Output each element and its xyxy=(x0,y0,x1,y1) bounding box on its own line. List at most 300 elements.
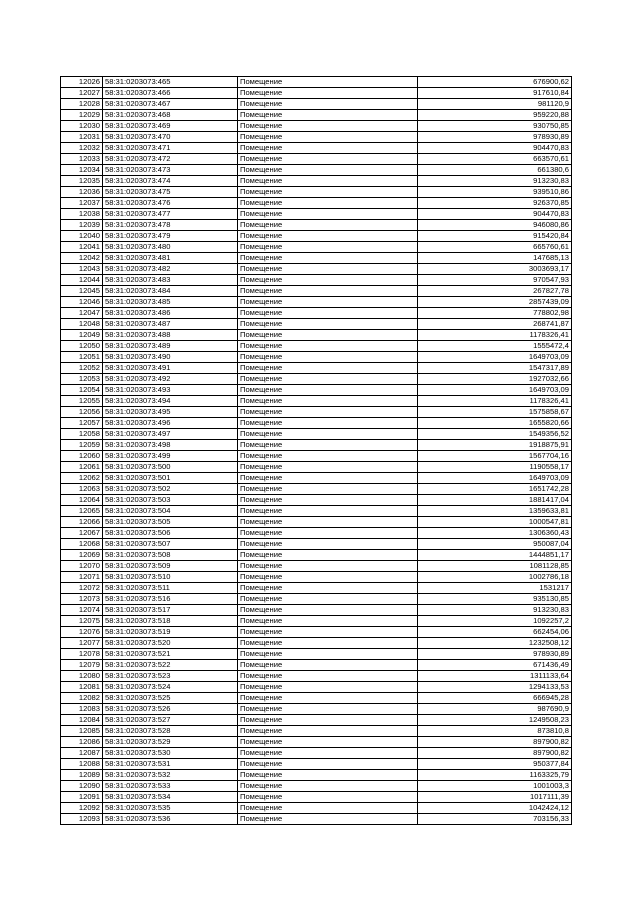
cadastral-number-cell: 58:31:0203073:486 xyxy=(103,308,238,319)
cadastral-value-table xyxy=(60,76,572,825)
object-type-cell: Помещение xyxy=(238,693,418,704)
cadastral-number-cell: 58:31:0203073:501 xyxy=(103,473,238,484)
cadastral-number-cell: 58:31:0203073:483 xyxy=(103,275,238,286)
object-type-cell: Помещение xyxy=(238,143,418,154)
cadastral-value-cell: 1655820,66 xyxy=(418,418,572,429)
table-row xyxy=(61,132,572,143)
object-type-cell: Помещение xyxy=(238,770,418,781)
cadastral-value-cell: 703156,33 xyxy=(418,814,572,825)
table-row xyxy=(61,374,572,385)
row-number-cell: 12091 xyxy=(61,792,103,803)
table-row xyxy=(61,297,572,308)
object-type-cell: Помещение xyxy=(238,814,418,825)
cadastral-value-cell: 1017111,39 xyxy=(418,792,572,803)
object-type-cell: Помещение xyxy=(238,198,418,209)
cadastral-number-cell: 58:31:0203073:487 xyxy=(103,319,238,330)
object-type-cell: Помещение xyxy=(238,583,418,594)
cadastral-number-cell: 58:31:0203073:492 xyxy=(103,374,238,385)
cadastral-number-cell: 58:31:0203073:529 xyxy=(103,737,238,748)
cadastral-value-cell: 1092257,2 xyxy=(418,616,572,627)
cadastral-number-cell: 58:31:0203073:465 xyxy=(103,77,238,88)
cadastral-number-cell: 58:31:0203073:519 xyxy=(103,627,238,638)
cadastral-number-cell: 58:31:0203073:474 xyxy=(103,176,238,187)
row-number-cell: 12046 xyxy=(61,297,103,308)
cadastral-number-cell: 58:31:0203073:520 xyxy=(103,638,238,649)
cadastral-value-cell: 913230,83 xyxy=(418,176,572,187)
object-type-cell: Помещение xyxy=(238,462,418,473)
table-row xyxy=(61,638,572,649)
object-type-cell: Помещение xyxy=(238,231,418,242)
table-row xyxy=(61,308,572,319)
row-number-cell: 12067 xyxy=(61,528,103,539)
cadastral-number-cell: 58:31:0203073:468 xyxy=(103,110,238,121)
table-row xyxy=(61,803,572,814)
table-row xyxy=(61,627,572,638)
table-row xyxy=(61,330,572,341)
table-row xyxy=(61,275,572,286)
table-row xyxy=(61,473,572,484)
cadastral-value-cell: 1190558,17 xyxy=(418,462,572,473)
object-type-cell: Помещение xyxy=(238,561,418,572)
row-number-cell: 12089 xyxy=(61,770,103,781)
cadastral-value-cell: 1232508,12 xyxy=(418,638,572,649)
object-type-cell: Помещение xyxy=(238,803,418,814)
row-number-cell: 12043 xyxy=(61,264,103,275)
cadastral-number-cell: 58:31:0203073:466 xyxy=(103,88,238,99)
row-number-cell: 12050 xyxy=(61,341,103,352)
cadastral-value-cell: 1163325,79 xyxy=(418,770,572,781)
object-type-cell: Помещение xyxy=(238,385,418,396)
row-number-cell: 12088 xyxy=(61,759,103,770)
cadastral-value-cell: 950087,04 xyxy=(418,539,572,550)
object-type-cell: Помещение xyxy=(238,286,418,297)
row-number-cell: 12048 xyxy=(61,319,103,330)
cadastral-value-cell: 1927032,66 xyxy=(418,374,572,385)
object-type-cell: Помещение xyxy=(238,418,418,429)
object-type-cell: Помещение xyxy=(238,88,418,99)
cadastral-number-cell: 58:31:0203073:494 xyxy=(103,396,238,407)
table-row xyxy=(61,594,572,605)
cadastral-number-cell: 58:31:0203073:522 xyxy=(103,660,238,671)
cadastral-value-cell: 1549356,52 xyxy=(418,429,572,440)
table-row xyxy=(61,561,572,572)
cadastral-number-cell: 58:31:0203073:531 xyxy=(103,759,238,770)
object-type-cell: Помещение xyxy=(238,660,418,671)
cadastral-value-cell: 897900,82 xyxy=(418,737,572,748)
table-row xyxy=(61,143,572,154)
cadastral-number-cell: 58:31:0203073:521 xyxy=(103,649,238,660)
cadastral-number-cell: 58:31:0203073:506 xyxy=(103,528,238,539)
table-row xyxy=(61,231,572,242)
cadastral-number-cell: 58:31:0203073:488 xyxy=(103,330,238,341)
object-type-cell: Помещение xyxy=(238,649,418,660)
row-number-cell: 12063 xyxy=(61,484,103,495)
row-number-cell: 12054 xyxy=(61,385,103,396)
cadastral-number-cell: 58:31:0203073:533 xyxy=(103,781,238,792)
cadastral-value-cell: 661380,6 xyxy=(418,165,572,176)
table-row xyxy=(61,605,572,616)
row-number-cell: 12051 xyxy=(61,352,103,363)
object-type-cell: Помещение xyxy=(238,121,418,132)
cadastral-number-cell: 58:31:0203073:480 xyxy=(103,242,238,253)
cadastral-value-cell: 1649703,09 xyxy=(418,385,572,396)
cadastral-value-cell: 3003693,17 xyxy=(418,264,572,275)
table-row xyxy=(61,264,572,275)
object-type-cell: Помещение xyxy=(238,253,418,264)
cadastral-number-cell: 58:31:0203073:473 xyxy=(103,165,238,176)
cadastral-number-cell: 58:31:0203073:526 xyxy=(103,704,238,715)
cadastral-value-cell: 981120,9 xyxy=(418,99,572,110)
cadastral-number-cell: 58:31:0203073:509 xyxy=(103,561,238,572)
row-number-cell: 12042 xyxy=(61,253,103,264)
cadastral-number-cell: 58:31:0203073:470 xyxy=(103,132,238,143)
cadastral-value-cell: 939510,86 xyxy=(418,187,572,198)
row-number-cell: 12041 xyxy=(61,242,103,253)
cadastral-number-cell: 58:31:0203073:527 xyxy=(103,715,238,726)
cadastral-value-cell: 926370,85 xyxy=(418,198,572,209)
row-number-cell: 12068 xyxy=(61,539,103,550)
table-row xyxy=(61,363,572,374)
table-row xyxy=(61,165,572,176)
cadastral-number-cell: 58:31:0203073:495 xyxy=(103,407,238,418)
object-type-cell: Помещение xyxy=(238,528,418,539)
cadastral-number-cell: 58:31:0203073:478 xyxy=(103,220,238,231)
table-row xyxy=(61,253,572,264)
cadastral-value-cell: 1001003,3 xyxy=(418,781,572,792)
cadastral-value-cell: 1555472,4 xyxy=(418,341,572,352)
cadastral-number-cell: 58:31:0203073:504 xyxy=(103,506,238,517)
row-number-cell: 12062 xyxy=(61,473,103,484)
row-number-cell: 12065 xyxy=(61,506,103,517)
object-type-cell: Помещение xyxy=(238,627,418,638)
cadastral-value-cell: 671436,49 xyxy=(418,660,572,671)
row-number-cell: 12038 xyxy=(61,209,103,220)
object-type-cell: Помещение xyxy=(238,594,418,605)
object-type-cell: Помещение xyxy=(238,363,418,374)
object-type-cell: Помещение xyxy=(238,451,418,462)
object-type-cell: Помещение xyxy=(238,616,418,627)
object-type-cell: Помещение xyxy=(238,715,418,726)
object-type-cell: Помещение xyxy=(238,319,418,330)
object-type-cell: Помещение xyxy=(238,264,418,275)
cadastral-value-cell: 1306360,43 xyxy=(418,528,572,539)
object-type-cell: Помещение xyxy=(238,704,418,715)
row-number-cell: 12040 xyxy=(61,231,103,242)
cadastral-value-cell: 950377,84 xyxy=(418,759,572,770)
row-number-cell: 12092 xyxy=(61,803,103,814)
cadastral-number-cell: 58:31:0203073:534 xyxy=(103,792,238,803)
table-row xyxy=(61,616,572,627)
table-row xyxy=(61,187,572,198)
cadastral-number-cell: 58:31:0203073:528 xyxy=(103,726,238,737)
object-type-cell: Помещение xyxy=(238,517,418,528)
cadastral-value-cell: 1567704,16 xyxy=(418,451,572,462)
object-type-cell: Помещение xyxy=(238,352,418,363)
cadastral-value-cell: 662454,06 xyxy=(418,627,572,638)
cadastral-value-cell: 1575858,67 xyxy=(418,407,572,418)
cadastral-value-cell: 904470,83 xyxy=(418,209,572,220)
object-type-cell: Помещение xyxy=(238,275,418,286)
cadastral-number-cell: 58:31:0203073:484 xyxy=(103,286,238,297)
cadastral-number-cell: 58:31:0203073:491 xyxy=(103,363,238,374)
row-number-cell: 12093 xyxy=(61,814,103,825)
cadastral-number-cell: 58:31:0203073:508 xyxy=(103,550,238,561)
row-number-cell: 12037 xyxy=(61,198,103,209)
object-type-cell: Помещение xyxy=(238,308,418,319)
row-number-cell: 12082 xyxy=(61,693,103,704)
cadastral-value-cell: 917610,84 xyxy=(418,88,572,99)
object-type-cell: Помещение xyxy=(238,132,418,143)
object-type-cell: Помещение xyxy=(238,539,418,550)
cadastral-number-cell: 58:31:0203073:517 xyxy=(103,605,238,616)
object-type-cell: Помещение xyxy=(238,374,418,385)
object-type-cell: Помещение xyxy=(238,572,418,583)
cadastral-value-cell: 666945,28 xyxy=(418,693,572,704)
object-type-cell: Помещение xyxy=(238,781,418,792)
table-row xyxy=(61,792,572,803)
object-type-cell: Помещение xyxy=(238,737,418,748)
table-row xyxy=(61,759,572,770)
row-number-cell: 12030 xyxy=(61,121,103,132)
row-number-cell: 12049 xyxy=(61,330,103,341)
object-type-cell: Помещение xyxy=(238,77,418,88)
cadastral-number-cell: 58:31:0203073:516 xyxy=(103,594,238,605)
row-number-cell: 12039 xyxy=(61,220,103,231)
cadastral-value-cell: 1002786,18 xyxy=(418,572,572,583)
cadastral-value-cell: 1081128,85 xyxy=(418,561,572,572)
cadastral-number-cell: 58:31:0203073:505 xyxy=(103,517,238,528)
cadastral-number-cell: 58:31:0203073:507 xyxy=(103,539,238,550)
cadastral-number-cell: 58:31:0203073:476 xyxy=(103,198,238,209)
cadastral-value-cell: 147685,13 xyxy=(418,253,572,264)
row-number-cell: 12033 xyxy=(61,154,103,165)
table-row xyxy=(61,429,572,440)
row-number-cell: 12087 xyxy=(61,748,103,759)
cadastral-value-cell: 267827,78 xyxy=(418,286,572,297)
table-row xyxy=(61,693,572,704)
cadastral-value-cell: 676900,62 xyxy=(418,77,572,88)
row-number-cell: 12075 xyxy=(61,616,103,627)
cadastral-number-cell: 58:31:0203073:503 xyxy=(103,495,238,506)
table-row xyxy=(61,748,572,759)
cadastral-number-cell: 58:31:0203073:469 xyxy=(103,121,238,132)
table-row xyxy=(61,814,572,825)
table-row xyxy=(61,528,572,539)
row-number-cell: 12031 xyxy=(61,132,103,143)
row-number-cell: 12052 xyxy=(61,363,103,374)
table-row xyxy=(61,319,572,330)
table-row xyxy=(61,154,572,165)
row-number-cell: 12035 xyxy=(61,176,103,187)
row-number-cell: 12028 xyxy=(61,99,103,110)
row-number-cell: 12055 xyxy=(61,396,103,407)
cadastral-value-cell: 1881417,04 xyxy=(418,495,572,506)
table-row xyxy=(61,352,572,363)
table-row xyxy=(61,649,572,660)
row-number-cell: 12058 xyxy=(61,429,103,440)
cadastral-value-cell: 1649703,09 xyxy=(418,352,572,363)
cadastral-number-cell: 58:31:0203073:511 xyxy=(103,583,238,594)
row-number-cell: 12071 xyxy=(61,572,103,583)
cadastral-number-cell: 58:31:0203073:518 xyxy=(103,616,238,627)
table-row xyxy=(61,737,572,748)
cadastral-value-cell: 946080,86 xyxy=(418,220,572,231)
object-type-cell: Помещение xyxy=(238,605,418,616)
row-number-cell: 12070 xyxy=(61,561,103,572)
object-type-cell: Помещение xyxy=(238,220,418,231)
table-row xyxy=(61,385,572,396)
row-number-cell: 12066 xyxy=(61,517,103,528)
object-type-cell: Помещение xyxy=(238,242,418,253)
cadastral-number-cell: 58:31:0203073:525 xyxy=(103,693,238,704)
table-row xyxy=(61,121,572,132)
object-type-cell: Помещение xyxy=(238,759,418,770)
cadastral-number-cell: 58:31:0203073:502 xyxy=(103,484,238,495)
row-number-cell: 12085 xyxy=(61,726,103,737)
object-type-cell: Помещение xyxy=(238,473,418,484)
cadastral-value-cell: 778802,98 xyxy=(418,308,572,319)
cadastral-value-cell: 1359633,81 xyxy=(418,506,572,517)
row-number-cell: 12032 xyxy=(61,143,103,154)
object-type-cell: Помещение xyxy=(238,330,418,341)
table-row xyxy=(61,572,572,583)
cadastral-number-cell: 58:31:0203073:536 xyxy=(103,814,238,825)
object-type-cell: Помещение xyxy=(238,792,418,803)
cadastral-number-cell: 58:31:0203073:490 xyxy=(103,352,238,363)
table-row xyxy=(61,198,572,209)
row-number-cell: 12034 xyxy=(61,165,103,176)
cadastral-value-cell: 897900,82 xyxy=(418,748,572,759)
cadastral-value-cell: 970547,93 xyxy=(418,275,572,286)
row-number-cell: 12064 xyxy=(61,495,103,506)
table-row xyxy=(61,99,572,110)
object-type-cell: Помещение xyxy=(238,99,418,110)
row-number-cell: 12081 xyxy=(61,682,103,693)
table-row xyxy=(61,176,572,187)
cadastral-value-cell: 1042424,12 xyxy=(418,803,572,814)
cadastral-value-cell: 1000547,81 xyxy=(418,517,572,528)
row-number-cell: 12080 xyxy=(61,671,103,682)
cadastral-number-cell: 58:31:0203073:482 xyxy=(103,264,238,275)
table-row xyxy=(61,715,572,726)
object-type-cell: Помещение xyxy=(238,638,418,649)
object-type-cell: Помещение xyxy=(238,440,418,451)
row-number-cell: 12026 xyxy=(61,77,103,88)
object-type-cell: Помещение xyxy=(238,429,418,440)
object-type-cell: Помещение xyxy=(238,726,418,737)
cadastral-number-cell: 58:31:0203073:475 xyxy=(103,187,238,198)
table-row xyxy=(61,539,572,550)
cadastral-value-cell: 987690,9 xyxy=(418,704,572,715)
row-number-cell: 12056 xyxy=(61,407,103,418)
row-number-cell: 12072 xyxy=(61,583,103,594)
object-type-cell: Помещение xyxy=(238,748,418,759)
cadastral-value-cell: 268741,87 xyxy=(418,319,572,330)
table-row xyxy=(61,407,572,418)
cadastral-number-cell: 58:31:0203073:530 xyxy=(103,748,238,759)
cadastral-value-cell: 1531217 xyxy=(418,583,572,594)
table-body xyxy=(61,77,572,825)
object-type-cell: Помещение xyxy=(238,176,418,187)
row-number-cell: 12044 xyxy=(61,275,103,286)
cadastral-value-cell: 1547317,89 xyxy=(418,363,572,374)
table-row xyxy=(61,517,572,528)
cadastral-number-cell: 58:31:0203073:489 xyxy=(103,341,238,352)
cadastral-value-cell: 935130,85 xyxy=(418,594,572,605)
table-row xyxy=(61,682,572,693)
cadastral-number-cell: 58:31:0203073:535 xyxy=(103,803,238,814)
row-number-cell: 12084 xyxy=(61,715,103,726)
cadastral-number-cell: 58:31:0203073:497 xyxy=(103,429,238,440)
cadastral-value-cell: 1249508,23 xyxy=(418,715,572,726)
table-row xyxy=(61,451,572,462)
table-row xyxy=(61,770,572,781)
cadastral-number-cell: 58:31:0203073:524 xyxy=(103,682,238,693)
object-type-cell: Помещение xyxy=(238,187,418,198)
cadastral-number-cell: 58:31:0203073:510 xyxy=(103,572,238,583)
table-row xyxy=(61,209,572,220)
object-type-cell: Помещение xyxy=(238,209,418,220)
cadastral-number-cell: 58:31:0203073:499 xyxy=(103,451,238,462)
cadastral-number-cell: 58:31:0203073:471 xyxy=(103,143,238,154)
object-type-cell: Помещение xyxy=(238,165,418,176)
object-type-cell: Помещение xyxy=(238,110,418,121)
table-row xyxy=(61,110,572,121)
cadastral-value-cell: 930750,85 xyxy=(418,121,572,132)
row-number-cell: 12090 xyxy=(61,781,103,792)
cadastral-value-cell: 959220,88 xyxy=(418,110,572,121)
table-row xyxy=(61,660,572,671)
row-number-cell: 12077 xyxy=(61,638,103,649)
cadastral-value-cell: 1918875,91 xyxy=(418,440,572,451)
row-number-cell: 12060 xyxy=(61,451,103,462)
cadastral-value-cell: 1311133,64 xyxy=(418,671,572,682)
row-number-cell: 12086 xyxy=(61,737,103,748)
object-type-cell: Помещение xyxy=(238,154,418,165)
cadastral-number-cell: 58:31:0203073:472 xyxy=(103,154,238,165)
row-number-cell: 12047 xyxy=(61,308,103,319)
table-row xyxy=(61,396,572,407)
cadastral-number-cell: 58:31:0203073:479 xyxy=(103,231,238,242)
cadastral-value-cell: 978930,89 xyxy=(418,649,572,660)
row-number-cell: 12076 xyxy=(61,627,103,638)
row-number-cell: 12045 xyxy=(61,286,103,297)
row-number-cell: 12079 xyxy=(61,660,103,671)
table-row xyxy=(61,704,572,715)
row-number-cell: 12078 xyxy=(61,649,103,660)
cadastral-value-cell: 1651742,28 xyxy=(418,484,572,495)
table-row xyxy=(61,242,572,253)
object-type-cell: Помещение xyxy=(238,341,418,352)
row-number-cell: 12074 xyxy=(61,605,103,616)
object-type-cell: Помещение xyxy=(238,407,418,418)
object-type-cell: Помещение xyxy=(238,550,418,561)
table-row xyxy=(61,550,572,561)
cadastral-value-cell: 1178326,41 xyxy=(418,396,572,407)
cadastral-value-cell: 873810,8 xyxy=(418,726,572,737)
cadastral-value-cell: 915420,84 xyxy=(418,231,572,242)
cadastral-number-cell: 58:31:0203073:481 xyxy=(103,253,238,264)
row-number-cell: 12027 xyxy=(61,88,103,99)
cadastral-number-cell: 58:31:0203073:523 xyxy=(103,671,238,682)
table-row xyxy=(61,341,572,352)
cadastral-number-cell: 58:31:0203073:500 xyxy=(103,462,238,473)
cadastral-value-cell: 978930,89 xyxy=(418,132,572,143)
object-type-cell: Помещение xyxy=(238,682,418,693)
cadastral-value-cell: 913230,83 xyxy=(418,605,572,616)
object-type-cell: Помещение xyxy=(238,484,418,495)
table-row xyxy=(61,77,572,88)
